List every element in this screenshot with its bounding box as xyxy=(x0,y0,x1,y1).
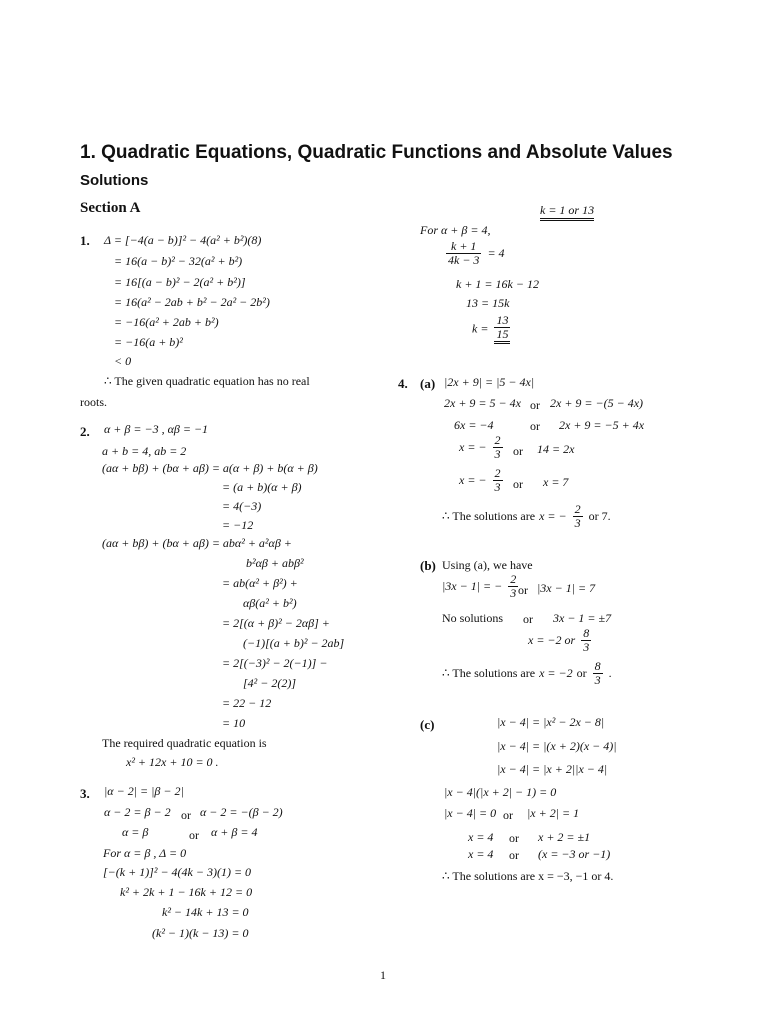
answer-k: k = 1 or 13 xyxy=(540,203,594,221)
page-title: 1. Quadratic Equations, Quadratic Functions and Absolute Values xyxy=(80,142,673,163)
or-connector: or xyxy=(509,848,519,862)
equation-line: |x − 4| = |(x + 2)(x − 4)| xyxy=(497,739,617,753)
equation-line: [4² − 2(2)] xyxy=(243,676,297,690)
equation-line: k² + 2k + 1 − 16k + 12 = 0 xyxy=(120,885,253,899)
fraction xyxy=(508,573,518,600)
conclusion-value: x = − xyxy=(539,509,567,524)
fraction-numerator: 2 xyxy=(510,572,517,586)
or-connector: or xyxy=(189,828,199,842)
equation-line: α − 2 = β − 2 xyxy=(104,805,171,819)
equation-line: α + β = −3 , αβ = −1 xyxy=(104,422,209,436)
fraction xyxy=(493,467,503,494)
fraction xyxy=(581,627,591,654)
equation-line: k² − 14k + 13 = 0 xyxy=(162,905,249,919)
fraction-denominator: 3 xyxy=(494,480,501,494)
conclusion xyxy=(442,503,611,530)
equation-line: a + b = 4, ab = 2 xyxy=(102,444,187,458)
equation-line: x = 7 xyxy=(543,475,569,489)
fraction-denominator: 4k − 3 xyxy=(448,253,480,267)
equation-line: = 2[(−3)² − 2(−1)] − xyxy=(222,656,328,670)
conclusion-text: . xyxy=(608,666,612,681)
text-line: Using (a), we have xyxy=(442,558,533,572)
equation-line: 13 = 15k xyxy=(466,296,510,310)
fraction-denominator: 3 xyxy=(583,640,590,654)
answer-equation: x² + 12x + 10 = 0 . xyxy=(126,755,219,769)
fraction-equation xyxy=(459,467,505,494)
or-connector: or xyxy=(513,477,523,491)
equation-line: = 2[(α + β)² − 2αβ] + xyxy=(222,616,330,630)
or-connector: or xyxy=(503,808,513,822)
equation-line: |x + 2| = 1 xyxy=(527,806,580,820)
conclusion-continued: roots. xyxy=(80,395,107,409)
equation-line: |x − 4| = 0 xyxy=(444,806,497,820)
fraction-denominator: 3 xyxy=(574,516,581,530)
equation-line: = 16(a − b)² − 32(a² + b²) xyxy=(114,254,243,268)
equation-line: [−(k + 1)]² − 4(4k − 3)(1) = 0 xyxy=(103,865,252,879)
equation-line: α − 2 = −(β − 2) xyxy=(200,805,283,819)
equation-line: αβ(a² + b²) xyxy=(243,596,297,610)
part-label: (a) xyxy=(420,376,436,391)
equation-line: 3x − 1 = ±7 xyxy=(553,611,612,625)
equation-line: 2x + 9 = −(5 − 4x) xyxy=(550,396,644,410)
equation-lhs: x = − xyxy=(459,473,487,488)
fraction-numerator: 2 xyxy=(494,433,501,447)
fraction-numerator: 13 xyxy=(496,313,509,327)
or-connector: or xyxy=(523,612,533,626)
equation-line: b²αβ + abβ² xyxy=(246,556,304,570)
equation-line: (x = −3 or −1) xyxy=(538,847,611,861)
equation-rhs: = 4 xyxy=(487,246,505,261)
equation-line: = −16(a² + 2ab + b²) xyxy=(114,315,219,329)
fraction-denominator: 3 xyxy=(594,673,601,687)
equation-line: α = β xyxy=(122,825,149,839)
or-connector: or xyxy=(518,583,528,597)
fraction-equation xyxy=(459,434,505,461)
equation-lhs: k = xyxy=(472,321,489,336)
or-connector: or xyxy=(513,444,523,458)
question-number: 2. xyxy=(80,424,90,439)
fraction-denominator: 15 xyxy=(494,328,510,344)
equation-line: 6x = −4 xyxy=(454,418,494,432)
part-label: (c) xyxy=(420,717,435,732)
equation-line: = −12 xyxy=(222,518,254,532)
equation-line: x + 2 = ±1 xyxy=(538,830,591,844)
equation-line: = 4(−3) xyxy=(222,499,262,513)
equation-lhs: x = − xyxy=(459,440,487,455)
fraction xyxy=(446,240,481,267)
or-connector: or xyxy=(530,419,540,433)
conclusion: ∴ The given quadratic equation has no real xyxy=(104,374,310,388)
fraction xyxy=(493,434,503,461)
equation-line: 2x + 9 = −5 + 4x xyxy=(559,418,645,432)
equation-line: |x − 4| = |x + 2||x − 4| xyxy=(497,762,608,776)
or-connector: or xyxy=(509,831,519,845)
fraction-denominator: 3 xyxy=(494,447,501,461)
equation-line: (aα + bβ) + (bα + aβ) = a(α + β) + b(α + β) xyxy=(102,461,318,475)
conclusion-text: or 7. xyxy=(588,509,611,524)
equation-line: For α + β = 4, xyxy=(420,223,491,237)
part-label: (b) xyxy=(420,558,436,573)
fraction-numerator: k + 1 xyxy=(446,240,481,254)
equation-line: = 16(a² − 2ab + b² − 2a² − 2b²) xyxy=(114,295,270,309)
question-number: 3. xyxy=(80,786,90,801)
equation-line: 14 = 2x xyxy=(537,442,575,456)
fraction-equation xyxy=(528,627,593,654)
fraction-numerator: 2 xyxy=(494,466,501,480)
conclusion-text: ∴ The solutions are xyxy=(442,666,536,681)
equation-line: x = 4 xyxy=(468,847,494,861)
equation-line: (−1)[(a + b)² − 2ab] xyxy=(243,636,345,650)
fraction-numerator: 2 xyxy=(574,502,581,516)
fraction-equation xyxy=(444,240,505,267)
equation-line: For α = β , Δ = 0 xyxy=(103,846,187,860)
equation-line: |α − 2| = |β − 2| xyxy=(104,784,184,798)
fraction-equation xyxy=(472,314,512,344)
question-number: 1. xyxy=(80,233,90,248)
equation-line: = (a + b)(α + β) xyxy=(222,480,302,494)
question-number: 4. xyxy=(398,376,408,391)
conclusion-text: ∴ The solutions are xyxy=(442,509,536,524)
equation-line: |x − 4| = |x² − 2x − 8| xyxy=(497,715,605,729)
equation-line: (k² − 1)(k − 13) = 0 xyxy=(152,926,249,940)
fraction-numerator: 8 xyxy=(583,626,590,640)
equation-lhs: |3x − 1| = − xyxy=(442,579,503,594)
equation-line: < 0 xyxy=(114,354,132,368)
fraction-numerator: 8 xyxy=(594,659,601,673)
equation-line: = −16(a + b)² xyxy=(114,335,183,349)
equation-line: |3x − 1| = 7 xyxy=(537,581,596,595)
equation-line: |2x + 9| = |5 − 4x| xyxy=(444,375,535,389)
fraction-equation xyxy=(442,573,520,600)
conclusion: ∴ The solutions are x = −3, −1 or 4. xyxy=(442,869,614,883)
or-connector: or xyxy=(530,398,540,412)
equation-line: x = 4 xyxy=(468,830,494,844)
equation-line: Δ = [−4(a − b)]² − 4(a² + b²)(8) xyxy=(104,233,262,247)
equation-line: k + 1 = 16k − 12 xyxy=(456,277,539,291)
text-line: No solutions xyxy=(442,611,504,625)
equation-line: (aα + bβ) + (bα + aβ) = abα² + a²αβ + xyxy=(102,536,292,550)
equation-line: α + β = 4 xyxy=(211,825,258,839)
equation-lhs: x = −2 or xyxy=(528,633,576,648)
equation-line: = 10 xyxy=(222,716,246,730)
equation-line: = 22 − 12 xyxy=(222,696,272,710)
conclusion xyxy=(442,660,612,687)
page-number: 1 xyxy=(380,968,386,982)
section-heading: Section A xyxy=(80,200,141,216)
conclusion: The required quadratic equation is xyxy=(102,736,267,750)
or-connector: or xyxy=(576,666,587,681)
equation-line: = ab(α² + β²) + xyxy=(222,576,298,590)
or-connector: or xyxy=(181,808,191,822)
equation-line: = 16[(a − b)² − 2(a² + b²)] xyxy=(114,275,246,289)
conclusion-value: x = −2 xyxy=(539,666,573,681)
page-subtitle: Solutions xyxy=(80,172,149,189)
equation-line: |x − 4|(|x + 2| − 1) = 0 xyxy=(444,785,557,799)
fraction xyxy=(593,660,603,687)
fraction xyxy=(494,314,510,344)
equation-line: 2x + 9 = 5 − 4x xyxy=(444,396,521,410)
fraction-denominator: 3 xyxy=(510,586,517,600)
fraction xyxy=(573,503,583,530)
